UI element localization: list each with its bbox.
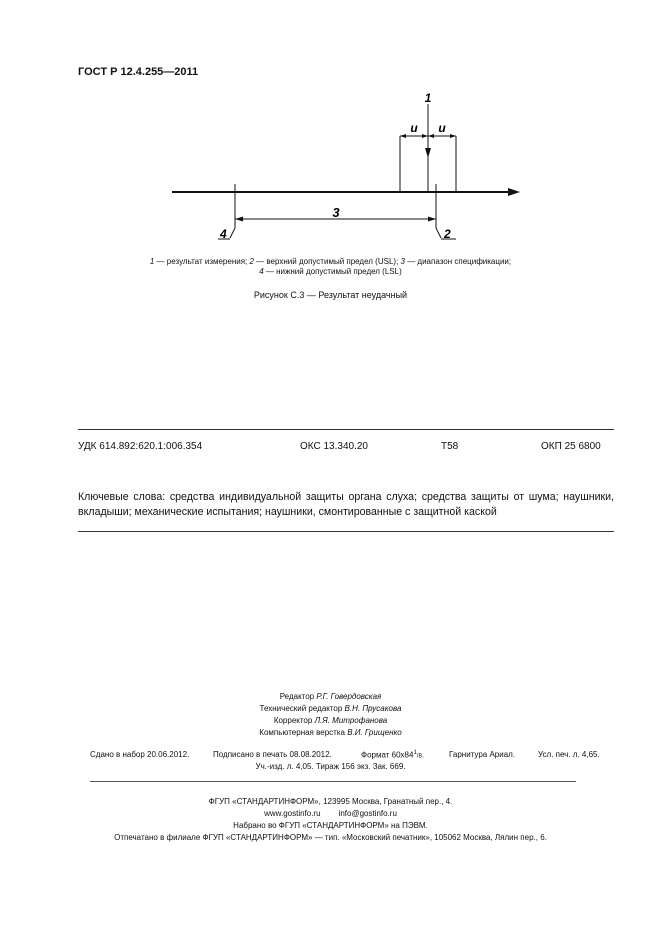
imprint-format-text: Формат 60x84 <box>361 750 414 760</box>
imprint-sheets: Усл. печ. л. 4,65. <box>538 750 600 759</box>
credit-layout <box>0 728 661 737</box>
legend-text-2: — верхний допустимый предел (USL); <box>253 257 401 266</box>
imprint-format-sup: 1 <box>413 750 417 756</box>
imprint-font: Гарнитура Ариал. <box>449 750 516 759</box>
imprint-line2: Уч.-изд. л. 4,05. Тираж 156 экз. Зак. 669. <box>255 762 406 771</box>
u-arrow-left-mid <box>422 134 428 138</box>
imprint-format <box>361 750 424 760</box>
imprint-divider <box>90 781 576 782</box>
legend-text-3: — диапазон спецификации; <box>404 257 512 266</box>
credit-corrector <box>0 716 661 725</box>
axis-arrowhead <box>508 188 520 196</box>
imprint-submitted: Сдано в набор 20.06.2012. <box>90 750 190 759</box>
credit-corrector-label: Корректор <box>273 716 315 725</box>
figure-title: Рисунок С.3 — Результат неудачный <box>253 290 408 300</box>
spec-range-arrow-right <box>428 217 436 222</box>
legend-num-2: 2 <box>249 257 254 266</box>
spec-range-arrow-left <box>235 217 243 222</box>
label-u-right: u <box>438 121 446 135</box>
label-1: 1 <box>424 91 432 105</box>
bottom-divider <box>78 531 614 532</box>
legend-text-1: — результат измерения; <box>154 257 250 266</box>
credit-tech-editor <box>0 704 661 713</box>
figure-legend-line2 <box>0 267 661 277</box>
label-4: 4 <box>220 227 227 241</box>
credit-editor-label: Редактор <box>279 692 317 701</box>
publisher-web-link[interactable]: www.gostinfo.ru <box>264 809 321 818</box>
page-header: ГОСТ Р 12.4.255—2011 <box>78 66 199 78</box>
figure-legend-line1 <box>0 257 661 267</box>
measurement-diagram <box>160 86 530 246</box>
credit-editor <box>0 692 661 701</box>
label-2: 2 <box>444 227 451 241</box>
imprint-signed: Подписано в печать 08.08.2012. <box>213 750 332 759</box>
credit-tech-editor-label: Технический редактор <box>259 704 345 713</box>
legend-num-3: 3 <box>400 257 405 266</box>
leader-4 <box>230 228 235 238</box>
label-u-left: u <box>410 121 418 135</box>
publisher-printed: Отпечатано в филиале ФГУП «СТАНДАРТИНФОРМ» — тип. «Московский печатник», 105062 Москва, Лялин пер., 6. <box>114 833 547 842</box>
credit-layout-name: В.И. Грищенко <box>347 728 402 737</box>
legend-num-1: 1 <box>149 257 155 266</box>
credit-tech-editor-name: В.Н. Прусакова <box>344 704 402 713</box>
t-code: Т58 <box>441 441 459 452</box>
credit-corrector-name: Л.Я. Митрофанова <box>314 716 388 725</box>
imprint-format-sub: /8 <box>416 753 422 760</box>
label-3: 3 <box>332 205 340 220</box>
credit-editor-name: Р.Г. Говердовская <box>316 692 382 701</box>
oks-code: ОКС 13.340.20 <box>300 441 368 452</box>
legend-num-4: 4 <box>259 267 264 276</box>
u-arrow-right-end <box>450 134 456 138</box>
udk-code: УДК 614.892:620.1:006.354 <box>78 441 203 452</box>
okp-code: ОКП 25 6800 <box>541 441 601 452</box>
publisher-email-link[interactable]: info@gostinfo.ru <box>338 809 397 818</box>
top-divider <box>78 429 614 430</box>
publisher-typeset: Набрано во ФГУП «СТАНДАРТИНФОРМ» на ПЭВМ. <box>233 821 428 830</box>
publisher-contacts <box>0 809 661 818</box>
publisher-address: ФГУП «СТАНДАРТИНФОРМ», 123995 Москва, Гранатный пер., 4. <box>208 797 453 806</box>
u-arrow-right-mid <box>428 134 434 138</box>
imprint-format-end: . <box>421 750 425 760</box>
leader-2 <box>436 228 441 238</box>
legend-text-4: — нижний допустимый предел (LSL) <box>263 267 402 276</box>
keywords: Ключевые слова: средства индивидуальной защиты органа слуха; средства защиты от шума; наушники, вкладыши; механические испытания; наушники, смонтированные с защитной каской <box>78 491 614 518</box>
u-arrow-left-end <box>400 134 406 138</box>
result-arrowhead <box>425 148 431 158</box>
credit-layout-label: Компьютерная верстка <box>259 728 348 737</box>
